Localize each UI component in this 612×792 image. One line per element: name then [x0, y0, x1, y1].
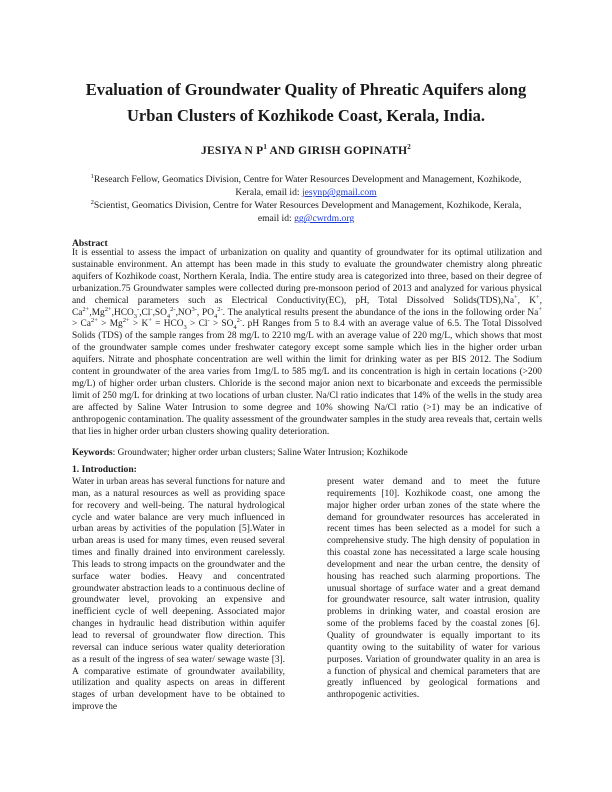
authors — [60, 143, 552, 157]
ion-hco3: ,HCO — [111, 307, 134, 318]
section-heading-introduction: 1. Introduction: — [72, 464, 137, 475]
author-conjunction: AND — [267, 144, 299, 157]
order-mg: > Mg — [97, 319, 123, 330]
ion-po4: , PO — [196, 307, 214, 318]
order-hco3: = HCO — [151, 319, 184, 330]
ion-ca: , Ca — [72, 295, 542, 318]
ion-cl: ,Cl — [139, 307, 151, 318]
ion-no3: ,NO — [175, 307, 192, 318]
order-cl: > Cl — [186, 319, 208, 330]
paper-title-line-1: Evaluation of Groundwater Quality of Phreatic Aquifers along — [85, 80, 527, 99]
order-ca: > Ca — [72, 319, 91, 330]
order-k: > K — [129, 319, 149, 330]
ion-mg: ,Mg — [89, 307, 105, 318]
affiliation-2-email-link[interactable]: gg@cwrdm.org — [294, 213, 355, 225]
order-so4: > SO — [209, 319, 234, 330]
paper-title-line-2: Urban Clusters of Kozhikode Coast, Kerala, India. — [127, 106, 485, 125]
author-2: GIRISH GOPINATH — [298, 144, 408, 157]
affiliation-2-line-1: Scientist, Geomatics Division, Centre for Water Resources Development and Management, Kozhikode, Kerala, — [93, 200, 522, 212]
affiliation-2 — [50, 196, 562, 225]
introduction-right-column: present water demand and to meet the future requirements [10]. Kozhikode coast, one among the major higher order urban zones of the state where the demand for groundwater resources has accelerated in recent times has been selected as a model for such a comprehensive study. The high density of population in this coastal zone has necessitated a large scale housing development and near the urban centre, the density of housing has reached such alarming proportions. The unusual shortage of surface water and a great demand for groundwater resource, salt water intrusion, quality problems in drinking water, and coastal erosion are some of the problems faced by the coastal zones [6]. Quality of groundwater is equally important to its quantity owing to the suitability of water for various purposes. Variation of groundwater quality in an area is a function of physical and chemical parameters that are greatly influenced by geological formations and anthropogenic activities. — [327, 477, 540, 701]
abstract-heading: Abstract — [72, 238, 108, 249]
affiliation-1-email-link[interactable]: jesynp@gmail.com — [301, 187, 377, 199]
affiliation-1-marker: 1 — [90, 173, 94, 180]
affiliation-1-line-1: Research Fellow, Geomatics Division, Centre for Water Resources Development and Management, Kozhikode, — [93, 174, 522, 186]
keywords — [72, 448, 542, 458]
ion-so4: ,SO — [152, 307, 167, 318]
abstract-text-2: . The analytical results present the abundance of the ions in the following order Na — [222, 307, 539, 318]
abstract-body: It is essential to assess the impact of urbanization on quality and quantity of groundwater for its optimal utilization and sustainable environment. An attempt has been made in this study to evaluate the groundwater chemistry along phreatic aquifers of Kozhikode coast, Northern Kerala, India. The entire study area is categorized into three, based on their degree of urbanization.75 Groundwater samples were collected during pre-monsoon period of 2013 and analyzed for various physical and chemical parameters such as Electrical Conductivity(EC), pH, Total Dissolved Solids(TDS),Na+, K+, $Ca^{2+},Mg^{2+},HCO_3^-,Cl^-,SO_4^{2-},NO^{3-}$, $PO_4^{2-}$. The analytical results present the abundance of the ions in the following order $Na^+ > Ca^{2+} > Mg^{2+} > K^+ = HCO_3 > Cl^- > SO_4^{2-}$. pH Ranges from 5 to 8.4 with an average value of 6.5. The Total Dissolved Solids (TDS) of the sample ranges from 28 mg/L to 2210 mg/L with an average value of 220 mg/L, which shows that most of the groundwater sample comes under freshwater category except some sample which lies in the higher order urban aquifers. Nitrate and phosphate concentration are well within the limit for drinking water as per BIS 2012. The Sodium content in groundwater of the area varies from 1mg/L to 585 mg/L and its concentration is high in certain locations (>200 mg/L) of higher order urban clusters. Chloride is the second major anion next to bicarbonate and exceeds the permissible limit of 250 mg/L for drinking at two locations of urban cluster. Na/Cl ratio indicates that 14% of the wells in the study area are affected by Saline Water Intrusion to some degree and 10% showing Na/Cl ratio (>1) may be an indicative of anthropogenic contamination. The quality assessment of the groundwater samples in the study area reveals that, certain wells that lies in higher order urban clusters showing quality deterioration. — [72, 248, 543, 437]
author-1: JESIYA N P — [201, 144, 264, 157]
ion-k: , K — [517, 295, 536, 306]
abstract-text-1: It is essential to assess the impact of urbanization on quality and quantity of groundwater for its optimal utilization and sustainable environment. An attempt has been made in this study to evaluate the groundwater chemistry along phreatic aquifers of Kozhikode coast, Northern Kerala, India. The entire study area is categorized into three, based on their degree of urbanization.75 Groundwater samples were collected during pre-monsoon period of 2013 and analyzed for various physical and chemical parameters such as Electrical Conductivity(EC), pH, Total Dissolved Solids(TDS),Na — [72, 248, 542, 306]
introduction-left-column: Water in urban areas has several functions for nature and man, as a natural resources as well as providing space for recovery and well-being. The natural hydrological cycle and water balance are very much influenced in urban areas by activities of the population [5].Water in urban areas is used for many times, even reused several times and finally drained into environment carelessly. This leads to strong impacts on the groundwater and the surface water bodies. Heavy and concentrated groundwater abstraction leads to a continuous decline of groundwater level, provoking an expensive and inefficient cycle of well deepening. Associated major changes in hydraulic head distribution within aquifer lead to reversal of groundwater flow direction. This reversal can induce serious water quality deterioration as a result of the ingress of sea water/ sewage waste [3]. A comparative estimate of groundwater availability, utilization and quality aspects on areas in different stages of urban development have to be obtained to improve the — [72, 477, 285, 713]
author-1-marker: 1 — [263, 143, 268, 151]
affiliation-1 — [50, 170, 562, 199]
keywords-label: Keywords — [72, 448, 113, 458]
author-2-marker: 2 — [407, 143, 411, 151]
affiliation-1-line-2: Kerala, email id: — [235, 187, 302, 199]
affiliation-2-marker: 2 — [90, 199, 94, 206]
keywords-text: : Groundwater; higher order urban clusters; Saline Water Intrusion; Kozhikode — [112, 448, 408, 458]
affiliation-2-line-2: email id: — [257, 213, 295, 225]
abstract-text-3: . pH Ranges from 5 to 8.4 with an average value of 6.5. The Total Dissolved Solids (TDS) of the sample ranges from 28 mg/L to 2210 mg/L with an average value of 220 mg/L, which shows that most of the groundwater sample comes under freshwater category except some sample which lies in the higher order urban aquifers. Nitrate and phosphate concentration are well within the limit for drinking water as per BIS 2012. The Sodium content in groundwater of the area varies from 1mg/L to 585 mg/L and its concentration is high in certain locations (>200 mg/L) of higher order urban clusters. Chloride is the second major anion next to bicarbonate and exceeds the permissible limit of 250 mg/L for drinking at two locations of urban cluster. Na/Cl ratio indicates that 14% of the wells in the study area are affected by Saline Water Intrusion to some degree and 10% showing Na/Cl ratio (>1) may be an indicative of anthropogenic contamination. The quality assessment of the groundwater samples in the study area reveals that, certain wells that lies in higher order urban clusters showing quality deterioration. — [72, 319, 542, 437]
